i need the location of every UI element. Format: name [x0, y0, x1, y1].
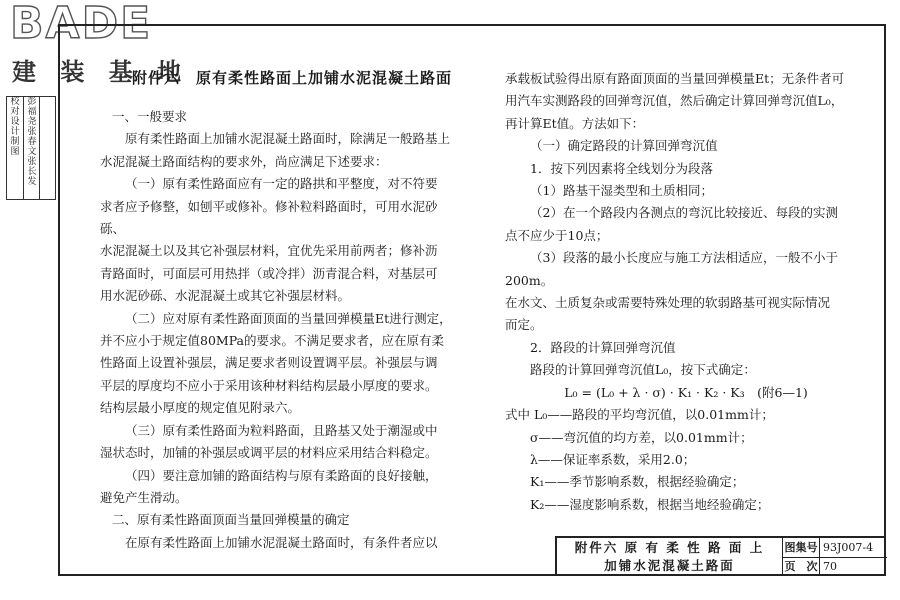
text-line: λ——保证率系数，采用2.0； — [530, 451, 696, 467]
stamp-char: 制 — [10, 137, 20, 147]
stamp-char: 张 — [27, 127, 37, 137]
text-line: 路段的计算回弹弯沉值L₀，按下式确定： — [530, 362, 756, 378]
text-line: 避免产生滑动。 — [100, 489, 188, 505]
text-line: 点不应少于10点； — [505, 227, 609, 243]
stamp-char: 福 — [27, 107, 37, 117]
text-line: 2．路段的计算回弹弯沉值 — [530, 339, 676, 355]
drawing-name — [557, 538, 782, 576]
role-column — [7, 97, 23, 199]
text-line: 再计算Et值。方法如下： — [505, 115, 645, 131]
text-line: 性路面上设置补强层，满足要求者则设置调平层。补强层与调 — [100, 355, 438, 371]
text-line: 用水泥砂砾、水泥混凝土或其它补强层材料。 — [100, 288, 351, 304]
stamp-char: 文 — [27, 147, 37, 157]
logo-text-cn: 建 装 基 地 — [12, 58, 190, 86]
text-line: 在水文、土质复杂或需要特殊处理的软弱路基可视实际情况 — [505, 295, 831, 311]
text-line: （一）原有柔性路面应有一定的路拱和平整度，对不符要 — [125, 176, 438, 192]
title-block-grid — [782, 538, 887, 576]
stamp-char: 彭 — [27, 97, 37, 107]
text-line: 原有柔性路面上加铺水泥混凝土路面时，除满足一般路基上 — [125, 131, 451, 147]
text-line: 青路面时，可面层可用热拌（或冷拌）沥青混合料，对基层可 — [100, 265, 438, 281]
stamp-char: 长 — [27, 167, 37, 177]
text-line: σ——弯沉值的均方差，以0.01mm计； — [530, 429, 753, 445]
text-line: 二、原有柔性路面顶面当量回弹模量的确定 — [112, 512, 350, 528]
text-line: 水泥混凝土路面结构的要求外，尚应满足下述要求： — [100, 153, 388, 169]
atlas-number: 93J007-4 — [823, 541, 874, 554]
text-line: 平层的厚度均不应小于采用该种材料结构层最小厚度的要求。 — [100, 377, 438, 393]
page-label: 页 次 — [783, 557, 820, 576]
text-line: （一）确定路段的计算回弹弯沉值 — [530, 138, 718, 154]
stamp-char: 春 — [27, 137, 37, 147]
text-line: （1）路基干湿类型和土质相同； — [530, 183, 713, 199]
stamp-char: 设 — [10, 117, 20, 127]
signature-column — [23, 97, 40, 199]
text-line: 湿状态时，加铺的补强层或调平层的材料应采用结合料稳定。 — [100, 445, 438, 461]
logo-text-en: BADE — [10, 0, 153, 49]
text-line: 结构层最小厚度的规定值见附录六。 — [100, 400, 301, 416]
left-text-column — [100, 106, 455, 554]
stamp-char: 尧 — [27, 117, 37, 127]
text-line: （3）段落的最小长度应与施工方法相适应，一般不小于200m。 — [505, 250, 838, 288]
text-line: 一、一般要求 — [112, 109, 188, 124]
stamp-char: 校 — [10, 97, 20, 107]
text-line: （二）应对原有柔性路面顶面的当量回弹模量Et进行测定， — [125, 310, 452, 326]
text-line: 1．按下列因素将全线划分为段落 — [530, 160, 713, 176]
text-line: （2）在一个路段内各测点的弯沉比较接近、每段的实测 — [530, 205, 838, 221]
formula-line: L₀ = (L₀ + λ · σ) · K₁ · K₂ · K₃ (附6—1) — [564, 384, 808, 400]
drawing-name-line1: 附件六 原 有 柔 性 路 面 上 — [574, 540, 765, 555]
page-title: 附件六 原有柔性路面上加铺水泥混凝土路面 — [132, 69, 453, 87]
approval-stamp-table — [6, 96, 56, 200]
stamp-char: 发 — [27, 177, 37, 187]
right-text-column — [505, 68, 867, 516]
text-line: 在原有柔性路面上加铺水泥混凝土路面时，有条件者应以 — [125, 534, 438, 550]
text-line: 用汽车实测路段的回弹弯沉值，然后确定计算回弹弯沉值L₀， — [505, 93, 844, 109]
page-row — [783, 557, 887, 576]
stamp-char: 对 — [10, 107, 20, 117]
text-line: 式中 L₀——路段的平均弯沉值，以0.01mm计； — [505, 407, 774, 423]
text-line: 并不应小于规定值80MPa的要求。不满足要求者，应在原有柔 — [100, 333, 445, 349]
drawing-name-line2: 加铺水泥混凝土路面 — [604, 558, 735, 573]
page-number: 70 — [823, 560, 837, 573]
text-line: 承载板试验得出原有路面顶面的当量回弹模量Et；无条件者可 — [505, 71, 845, 86]
text-line: 求者应予修整，如刨平或修补。修补粒料路面时，可用水泥砂砾、 — [100, 198, 438, 237]
blank-column — [39, 97, 56, 199]
text-line: （四）要注意加铺的路面结构与原有柔路面的良好接触， — [125, 467, 438, 483]
text-line: K₂——湿度影响系数，根据当地经验确定； — [530, 496, 770, 512]
text-line: K₁——季节影响系数，根据经验确定； — [530, 474, 745, 490]
atlas-row — [783, 538, 887, 558]
title-block — [555, 536, 886, 576]
text-line: （三）原有柔性路面为粒料路面，且路基又处于潮湿或中 — [125, 422, 438, 438]
stamp-char: 计 — [10, 127, 20, 137]
atlas-label: 图集号 — [783, 538, 820, 557]
stamp-char: 图 — [10, 147, 20, 157]
stamp-char: 张 — [27, 157, 37, 167]
text-line: 而定。 — [505, 317, 543, 333]
text-line: 水泥混凝土以及其它补强层材料，宜优先采用前两者；修补沥 — [100, 243, 438, 259]
